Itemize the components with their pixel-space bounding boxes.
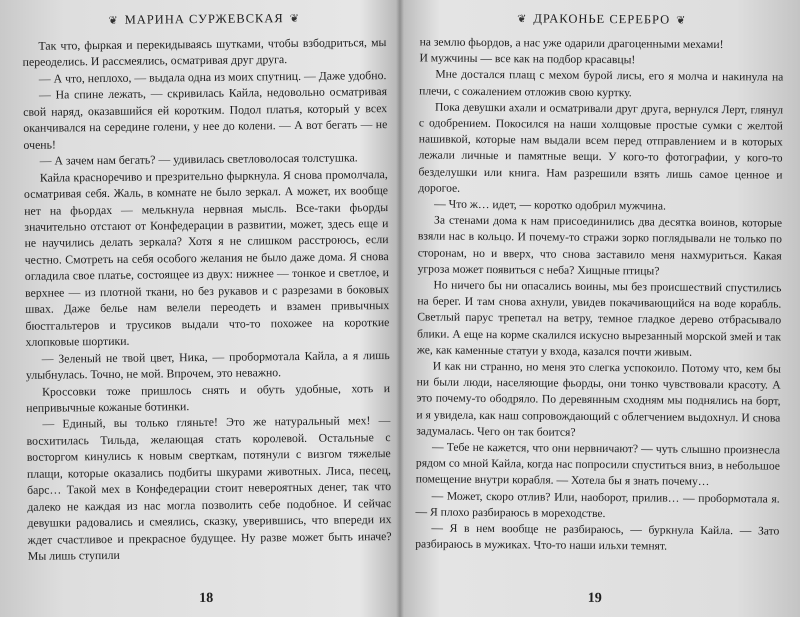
paragraph: — Может, скоро отлив? Или, наоборот, прилив… — пробормотала я. — Я плохо разбираюсь в мореходстве. xyxy=(415,489,780,520)
paragraph: — Тебе не кажется, что они нервничают? — чуть слышно произнесла рядом со мной Кайла, когда нас попросили спуститься вниз, в небольшое помещение внутри корабля. — Хотела бы я знать почему… xyxy=(415,440,781,489)
page-number-left: 18 xyxy=(199,590,214,607)
left-running-header xyxy=(22,8,386,30)
book-title: ДРАКОНЬЕ СЕРЕБРО xyxy=(533,10,671,27)
paragraph: За стенами дома к нам присоединились два десятка воинов, которые взяли нас в кольцо. И почему-то стражи зорко поглядывали не только по сторонам, но и вверх, что снова заставило меня нахмуриться. Какая угроза может появиться с неба? Хищные птицы? xyxy=(417,213,783,278)
ornament-icon: ❦ xyxy=(108,14,119,27)
paragraph: — Единый, вы только гляньте! Это же натуральный мех! — восхитилась Тильда, желающая стать королевой. Остальные с восторгом кинулись к новым сверткам, потянули с визгом тяжелые плащи, которые оказались подбиты шкурами животных. Лиса, песец, барс… Такой мех в Конфедерации стоит невероятных денег, так что далеко не каждая из нас могла позволить себе подобное. И сейчас девушки радовались и смеялись, сказку, уверившись, что впереди их ждет счастливое и прекрасное будущее. Ну разве может быть иначе? Мы лишь ступили xyxy=(26,413,392,563)
paragraph: — А зачем нам бегать? — удивилась светловолосая толстушка. xyxy=(39,150,358,168)
paragraph-continuation: на землю фьордов, а нас уже одарили драгоценными мехами! xyxy=(419,35,724,52)
right-page xyxy=(395,0,800,617)
ornament-icon: ❦ xyxy=(676,14,687,27)
paragraph: — На спине лежать, — скривилась Кайла, недовольно осматривая свой наряд, оказавшийся ей коротким. Подол платья, который у всех оканчивался на середине голени, у нее до колени. — А вот бегать — не очень! xyxy=(23,84,388,152)
paragraph: Мне достался плащ с мехом бурой лисы, его я молча и накинула на плечи, с сожалением отложив свою куртку. xyxy=(419,67,784,99)
right-page-text xyxy=(415,34,784,556)
paragraph: — Зеленый не твой цвет, Ника, — пробормотала Кайла, а я лишь улыбнулась. Точно, не мой. Впрочем, это неважно. xyxy=(25,347,390,382)
left-page-text xyxy=(22,34,391,564)
paragraph: Так что, фыркая и перекидываясь шутками, чтобы взбодриться, мы переоделись. И рассмеялись, осматривая друг друга. xyxy=(22,35,387,70)
right-running-header xyxy=(420,8,784,29)
paragraph: Но ничего бы ни опасались воины, мы без происшествий спустились на берег. И там снова ахнули, увидев покачивающийся на воде корабль. Светлый парус трепетал на ветру, темное гладкое дерево отбрасывало блики. А еще на корме скалился искусно вырезанный морской змей и так же, как каменные статуи у входа, казался почти живым. xyxy=(416,278,782,359)
ornament-icon: ❦ xyxy=(289,12,301,25)
ornament-icon: ❦ xyxy=(517,12,528,25)
paragraph: Кайла красноречиво и презрительно фыркнула. Я снова промолчала, осматривая себя. Жаль, в комнате не было зеркал. А может, их вообще нет на фьордах — мелькнула нервная мысль. Все-таки фьорды значительно отстают от Конфедерации в развитии, может, здесь еще и не научились делать зеркала? Хотя я не слишком расстроюсь, если честно. Смотреть на себя особого желания не было даже дома. Я снова огладила свое платье, состоящее из двух: нижнее — тонкое и светлое, и верхнее — из плотной ткани, но без рукавов и с разрезами в боковых швах. Даже белье нам велели переодеть и взамен привычных бюстгальтеров и трусиков выдали что-то похожее на короткие хлопковые шортики. xyxy=(23,166,390,350)
page-number-right: 19 xyxy=(587,590,602,607)
paragraph: Пока девушки ахали и осматривали друг друга, вернулся Лерт, глянул с одобрением. Покосился на наши холщовые простые сумки с желтой нашивкой, которые нам выдали всем перед отправлением и в которых лежали личные и памятные вещи. У кого-то фотографии, у кого-то безделушки или книга. Нам разрешили взять лишь самое ценное и дорогое. xyxy=(418,100,784,195)
paragraph: И мужчины — все как на подбор красавцы! xyxy=(419,51,636,67)
paragraph: — А что, неплохо, — выдала одна из моих спутниц. — Даже удобно. xyxy=(38,67,387,86)
paragraph: Кроссовки тоже пришлось снять и обуть удобные, хоть и непривычные кожаные ботинки. xyxy=(26,380,391,415)
paragraph: — Я в нем вообще не разбираюсь, — буркнула Кайла. — Зато разбираюсь в мужиках. Что-то наши ильхи темнят. xyxy=(415,521,780,553)
author-name: МАРИНА СУРЖЕВСКАЯ xyxy=(124,10,284,27)
paragraph: — Что ж… идет, — коротко одобрил мужчина. xyxy=(434,197,666,213)
paragraph: И как ни странно, но меня это слегка успокоило. Потому что, кем бы ни были люди, населяющие фьорды, они тонко чувствовали красоту. А это почему-то ободряло. По деревянным сходням мы поднялись на борт, и я увидела, как наш сопровождающий с облегчением выдохнул. И снова задумалась. Чего он так боится? xyxy=(416,359,781,439)
